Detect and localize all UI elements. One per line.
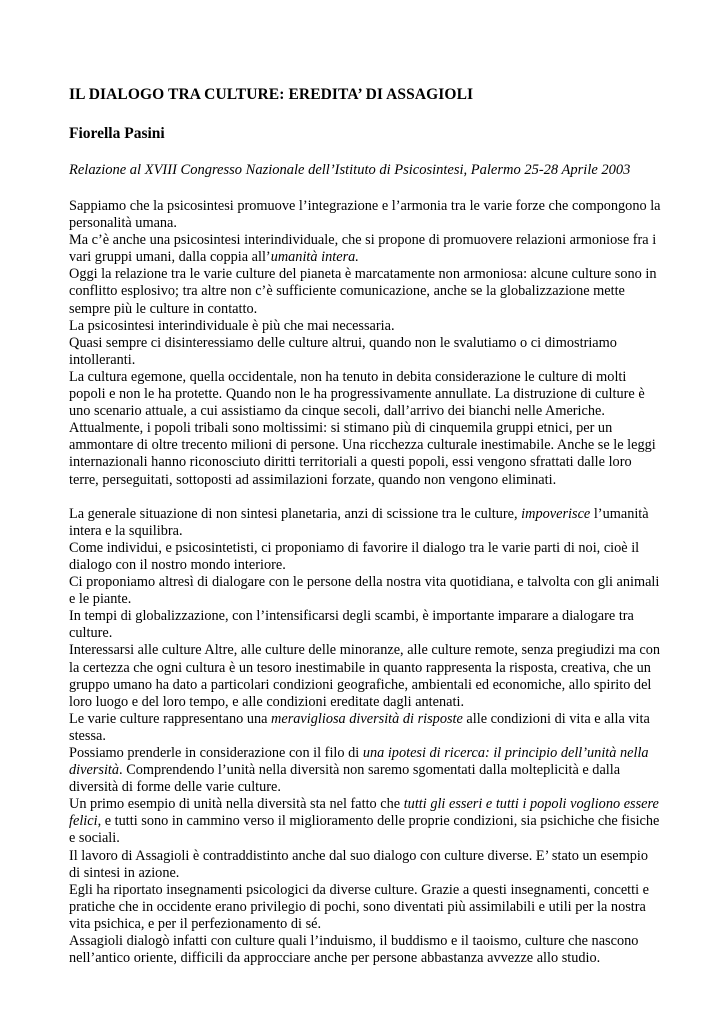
paragraph: Attualmente, i popoli tribali sono moltissimi: si stimano più di cinquemila gruppi etnici, per un ammontare di oltre trecento milioni di persone. Una ricchezza culturale inestimabile. Anche se le leggi internazionali hanno riconosciuto diritti territoriali a questi popoli, essi vengono sfrattati dalle loro terre, perseguitati, sottoposti ad assimilazioni forzate, quando non vengono eliminati. [69, 420, 656, 488]
emphasis-text: una ipotesi di ricerca: il principio dell’unità nella diversità [69, 745, 649, 779]
paragraph-text: Ma c’è anche una psicosintesi interindividuale, che si propone di promuovere relazioni armoniose fra i vari gruppi umani, dalla coppia all’ [69, 232, 657, 266]
emphasis-text: , impoverisce [514, 505, 591, 522]
paragraph: Ci proponiamo altresì di dialogare con le persone della nostra vita quotidiana, e talvolta con gli animali e le piante. [69, 574, 660, 608]
paragraph-text: Un primo esempio di unità nella diversità sta nel fatto che [69, 796, 404, 813]
paragraph [69, 796, 662, 847]
paragraph: Assagioli dialogò infatti con culture quali l’induismo, il buddismo e il taoismo, culture che nascono nell’antico oriente, difficili da approcciare anche per persone abbastanza avvezze allo studio. [69, 933, 639, 967]
paragraph: La cultura egemone, quella occidentale, non ha tenuto in debita considerazione le culture di molti popoli e non le ha protette. Quando non le ha progressivamente annullate. La distruzione di culture è uno scenario attuale, a cui assistiamo da cinque secoli, dall’arrivo dei bianchi nelle Americhe. [69, 368, 645, 420]
paragraph: Egli ha riportato insegnamenti psicologici da diverse culture. Grazie a questi insegnamenti, concetti e pratiche che in occidente erano privilegio di pochi, sono diventati più assimilabili e utili per la nostra vita psichica, e per il perfezionamento di sé. [69, 881, 650, 932]
author-name: Fiorella Pasini [69, 125, 165, 142]
paragraph [69, 506, 662, 540]
paragraph-text: l’umanità intera e la squilibra. [69, 505, 649, 539]
paragraph [69, 232, 662, 266]
document-subtitle: Relazione al XVIII Congresso Nazionale dell’Istituto di Psicosintesi, Palermo 25-28 Aprile 2003 [69, 162, 631, 178]
paragraph-text: , e tutti sono in cammino verso il miglioramento delle proprie condizioni, sia psichiche che fisiche e sociali. [69, 813, 660, 847]
paragraph-text: Le varie culture rappresentano una [69, 710, 272, 727]
paragraph-gap [69, 489, 662, 506]
paragraph [69, 711, 662, 745]
emphasis-text: meravigliosa diversità di risposte [271, 710, 463, 727]
paragraph: Interessarsi alle culture Altre, alle culture delle minoranze, alle culture remote, senza pregiudizi ma con la certezza che ogni cultura è un tesoro inestimabile in quanto rappresenta la risposta, creativa, che un gruppo umano ha dato a particolari condizioni geografiche, ambientali ed economiche, allo spirito del loro luogo e del loro tempo, e alle condizioni ereditate dagli antenati. [69, 642, 661, 710]
paragraph: Il lavoro di Assagioli è contraddistinto anche dal suo dialogo con culture diverse. E’ stato un esempio di sintesi in azione. [69, 847, 649, 881]
paragraph: In tempi di globalizzazione, con l’intensificarsi degli scambi, è importante imparare a dialogare tra culture. [69, 608, 634, 642]
paragraph-text: alle condizioni di vita e alla vita stessa. [69, 710, 650, 744]
emphasis-text: tutti gli esseri e tutti i popoli vogliono essere felici [69, 796, 659, 830]
emphasis-text: umanità intera. [270, 249, 359, 266]
document-title: IL DIALOGO TRA CULTURE: EREDITA’ DI ASSAGIOLI [69, 86, 474, 103]
document-body [69, 198, 662, 967]
paragraph [69, 745, 662, 796]
paragraph: Sappiamo che la psicosintesi promuove l’integrazione e l’armonia tra le varie forze che compongono la personalità umana. [69, 198, 661, 232]
paragraph: Oggi la relazione tra le varie culture del pianeta è marcatamente non armoniosa: alcune culture sono in conflitto esplosivo; tra altre non c’è sufficiente comunicazione, anche se la globalizzazione mette sempre più le culture in contatto. [69, 266, 657, 317]
paragraph: Come individui, e psicosintetisti, ci proponiamo di favorire il dialogo tra le varie parti di noi, cioè il dialogo con il nostro mondo interiore. [69, 539, 640, 573]
paragraph-text: Possiamo prenderle in considerazione con il filo di [69, 745, 363, 761]
paragraph: La psicosintesi interindividuale è più che mai necessaria. [69, 317, 395, 334]
paragraph-text: La generale situazione di non sintesi planetaria, anzi di scissione tra le culture [69, 505, 515, 522]
paragraph: Quasi sempre ci disinteressiamo delle culture altrui, quando non le svalutiamo o ci dimostriamo intolleranti. [69, 334, 617, 368]
paragraph-text: . Comprendendo l’unità nella diversità non saremo sgomentati dalla molteplicità e dalla diversità di forme delle varie culture. [69, 762, 621, 796]
